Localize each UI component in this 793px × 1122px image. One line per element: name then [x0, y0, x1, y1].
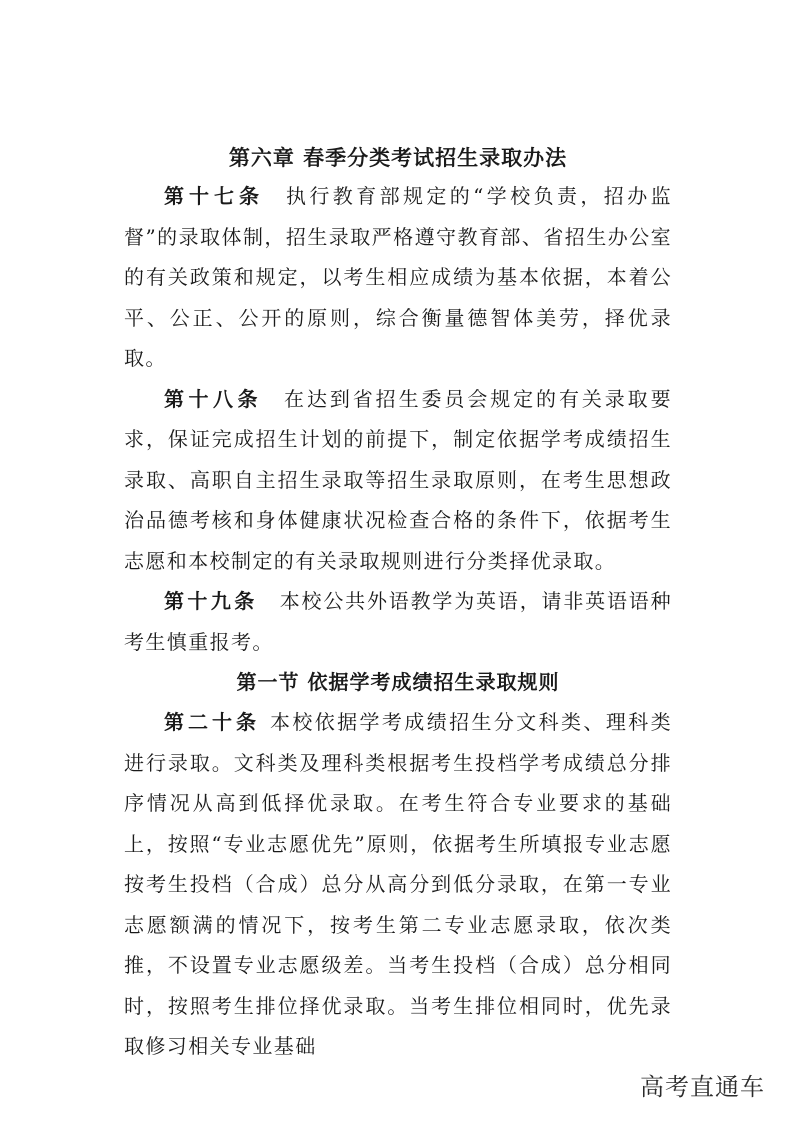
- article-number: 第十九条: [164, 589, 258, 613]
- chapter-title: 第六章 春季分类考试招生录取办法: [228, 146, 568, 170]
- article-18: [124, 379, 672, 582]
- article-text: 本校依据学考成绩招生分文科类、理科类进行录取。文科类及理科类根据考生投档学考成绩总分排序情况从高到低择优录取。在考生符合专业要求的基础上，按照“专业志愿优先”原则，依据考生所填报专业志愿按考生投档（合成）总分从高分到低分录取，在第一专业志愿额满的情况下，按考生第二专业志愿录取，依次类推，不设置专业志愿级差。当考生投档（合成）总分相同时，按照考生排位择优录取。当考生排位相同时，优先录取修习相关专业基础: [124, 710, 673, 1058]
- article-text: 在达到省招生委员会规定的有关录取要求，保证完成招生计划的前提下，制定依据学考成绩招生录取、高职自主招生录取等招生录取原则，在考生思想政治品德考核和身体健康状况检查合格的条件下，依据考生志愿和本校制定的有关录取规则进行分类择优录取。: [124, 386, 672, 573]
- article-20: [124, 702, 672, 1067]
- watermark-text: 高考直通车: [640, 1073, 765, 1101]
- article-number: 第十八条: [164, 386, 263, 411]
- document-page: [124, 140, 672, 1067]
- article-text: 本校公共外语教学为英语，请非英语语种考生慎重报考。: [124, 589, 673, 654]
- article-19: [124, 581, 672, 662]
- section-title: 第一节 依据学考成绩招生录取规则: [236, 670, 560, 694]
- article-text: 执行教育部规定的“学校负责，招办监督”的录取体制，招生录取严格遵守教育部、省招生办公室的有关政策和规定，以考生相应成绩为基本依据，本着公平、公正、公开的原则，综合衡量德智体美劳，择优录取。: [124, 184, 672, 370]
- article-number: 第二十条: [164, 710, 260, 734]
- article-17: [124, 176, 672, 379]
- article-number: 第十七条: [164, 184, 264, 208]
